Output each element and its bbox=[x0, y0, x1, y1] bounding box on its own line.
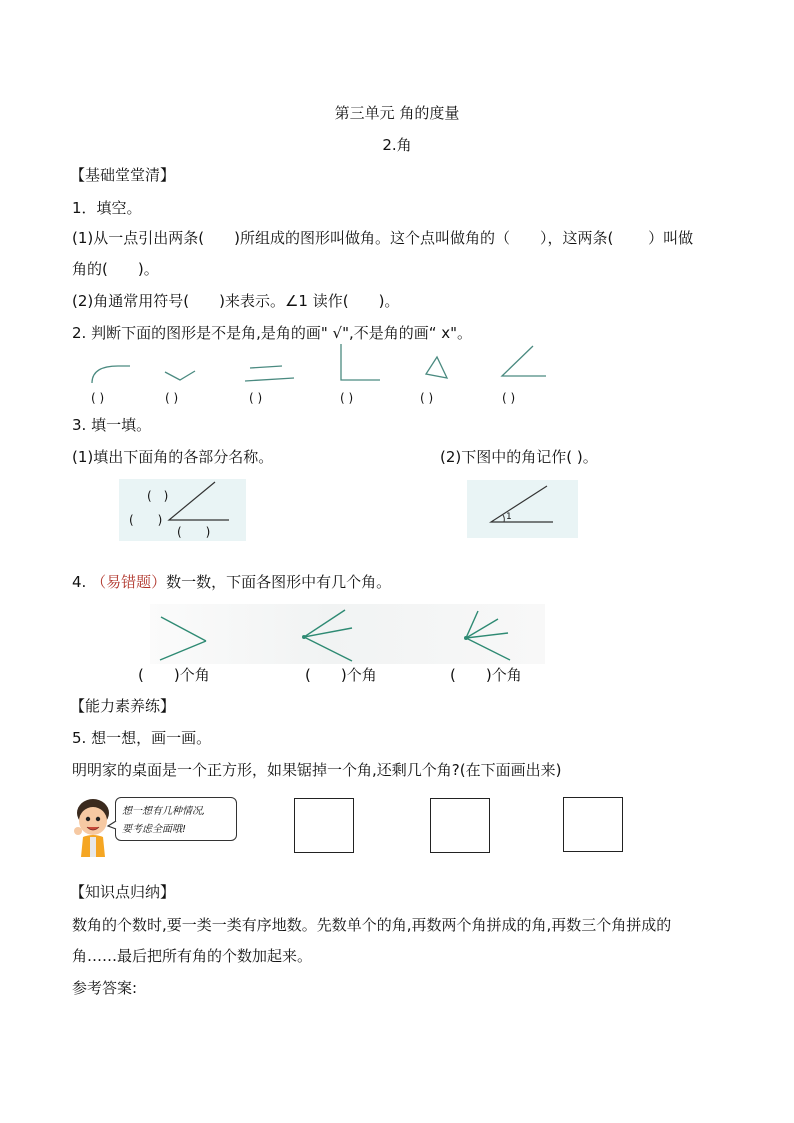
section-basic-label: 【基础堂堂清】 bbox=[70, 166, 176, 184]
q4-text: 数一数，下面各图形中有几个角。 bbox=[166, 573, 392, 591]
q2-blank-6[interactable]: ( ) bbox=[502, 391, 516, 405]
draw-square-2[interactable] bbox=[430, 798, 490, 853]
q4-answer-2[interactable]: ( )个角 bbox=[305, 666, 377, 684]
q5-cartoon bbox=[75, 791, 238, 857]
q3-fig1-blank-side[interactable]: ( ) bbox=[177, 525, 211, 539]
q4-answer-1[interactable]: ( )个角 bbox=[138, 666, 210, 684]
q2-blank-2[interactable]: ( ) bbox=[165, 391, 179, 405]
bubble-tail bbox=[107, 819, 119, 831]
q1-title: 1．填空。 bbox=[72, 199, 142, 217]
q3-fig1-blank-vertex[interactable]: ( ) bbox=[129, 513, 163, 527]
q4-tag: （易错题） bbox=[91, 573, 167, 591]
speech-bubble bbox=[115, 797, 237, 841]
q4-answer-3[interactable]: ( )个角 bbox=[450, 666, 522, 684]
summary-line-1: 数角的个数时,要一类一类有序地数。先数单个的角,再数两个角拼成的角,再数三个角拼成的 bbox=[72, 916, 672, 934]
q4-number: 4. bbox=[72, 573, 87, 591]
summary-line-2: 角……最后把所有角的个数加起来。 bbox=[72, 947, 313, 965]
answers-label: 参考答案: bbox=[72, 979, 138, 997]
q2-blank-5[interactable]: ( ) bbox=[420, 391, 434, 405]
q3-fig2-label: 1 bbox=[506, 512, 512, 522]
q5-title: 5. 想一想，画一画。 bbox=[72, 729, 212, 747]
q3-title: 3. 填一填。 bbox=[72, 416, 152, 434]
q3-part2: (2)下图中的角记作( )。 bbox=[440, 448, 598, 466]
lesson-title: 2.角 bbox=[382, 136, 412, 154]
bubble-line-2: 要考虑全面哦! bbox=[122, 824, 187, 835]
q2-blank-3[interactable]: ( ) bbox=[249, 391, 263, 405]
section-ability-label: 【能力素养练】 bbox=[70, 697, 176, 715]
q3-part1: (1)填出下面角的各部分名称。 bbox=[72, 448, 274, 466]
draw-square-1[interactable] bbox=[294, 798, 354, 853]
q1-part1-line1: (1)从一点引出两条( )所组成的图形叫做角。这个点叫做角的（ ），这两条( ）叫做 bbox=[72, 229, 694, 247]
section-summary-label: 【知识点归纳】 bbox=[70, 883, 176, 901]
q2-blank-1[interactable]: ( ) bbox=[91, 391, 105, 405]
q2-blank-4[interactable]: ( ) bbox=[340, 391, 354, 405]
bubble-line-1: 想一想有几种情况, bbox=[122, 806, 206, 817]
q2-title: 2. 判断下面的图形是不是角,是角的画" √",不是角的画“ x"。 bbox=[72, 324, 473, 342]
unit-title: 第三单元 角的度量 bbox=[334, 104, 460, 122]
q3-fig1-blank-ray[interactable]: ( ) bbox=[147, 489, 169, 503]
draw-square-3[interactable] bbox=[563, 797, 623, 852]
q1-part2: (2)角通常用符号( )来表示。∠1 读作( )。 bbox=[72, 292, 400, 310]
q5-text: 明明家的桌面是一个正方形，如果锯掉一个角,还剩几个角?(在下面画出来) bbox=[72, 761, 562, 779]
q1-part1-line2: 角的( )。 bbox=[72, 260, 159, 278]
